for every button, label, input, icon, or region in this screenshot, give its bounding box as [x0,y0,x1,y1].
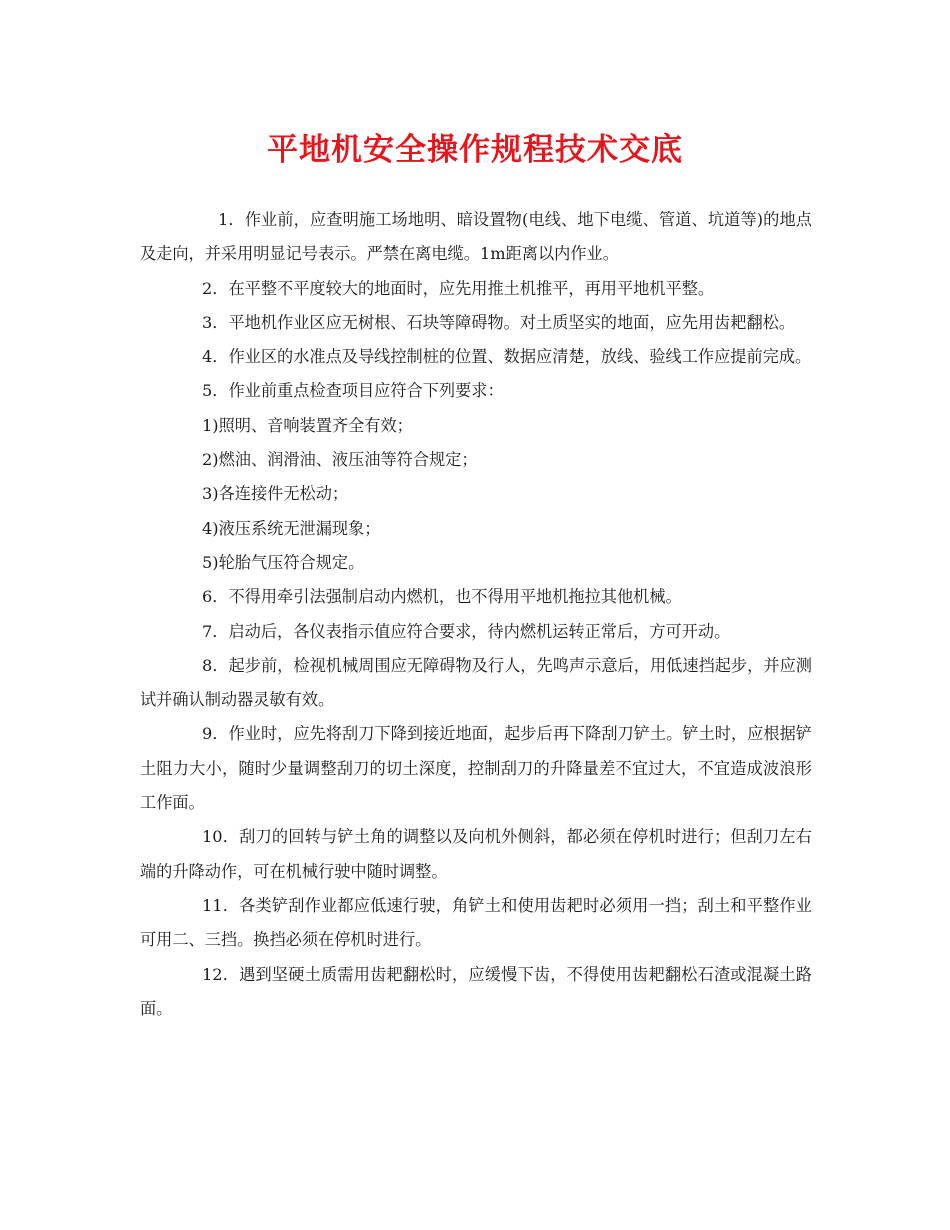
sub-item-2: 2)燃油、润滑油、液压油等符合规定； [202,450,478,470]
sub-item-3: 3)各连接件无松动； [202,484,349,504]
paragraph-item-4: 4．作业区的水准点及导线控制桩的位置、数据应清楚，放线、验线工作应提前完成。 [202,347,812,367]
paragraph-item-10: 10．刮刀的回转与铲土角的调整以及向机外侧斜，都必须在停机时进行；但刮刀左右端的升降动作，可在机械行驶中随时调整。 [140,827,812,881]
document-body [140,203,812,1026]
paragraph-item-9: 9．作业时，应先将刮刀下降到接近地面，起步后再下降刮刀铲土。铲土时，应根据铲土阻力大小，随时少量调整刮刀的切土深度，控制刮刀的升降量差不宜过大，不宜造成波浪形工作面。 [140,724,812,813]
document-title: 平地机安全操作规程技术交底 [267,132,683,168]
paragraph-item-1: 1．作业前，应查明施工场地明、暗设置物(电线、地下电缆、管道、坑道等)的地点及走向，并采用明显记号表示。严禁在离电缆。1m距离以内作业。 [140,210,812,264]
paragraph-item-5: 5．作业前重点检查项目应符合下列要求： [202,381,504,401]
sub-item-5: 5)轮胎气压符合规定。 [202,552,365,572]
paragraph-item-12: 12．遇到坚硬土质需用齿耙翻松时，应缓慢下齿，不得使用齿耙翻松石渣或混凝土路面。 [140,964,812,1018]
paragraph-item-11: 11．各类铲刮作业都应低速行驶，角铲土和使用齿耙时必须用一挡；刮土和平整作业可用二、三挡。换挡必须在停机时进行。 [140,895,812,950]
paragraph-item-7: 7．启动后，各仪表指示值应符合要求，待内燃机运转正常后，方可开动。 [202,621,731,641]
paragraph-item-8: 8．起步前，检视机械周围应无障碍物及行人，先鸣声示意后，用低速挡起步，并应测试并确认制动器灵敏有效。 [140,655,812,710]
paragraph-item-2: 2．在平整不平度较大的地面时，应先用推土机推平，再用平地机平整。 [202,278,715,298]
sub-item-1: 1)照明、音响装置齐全有效； [202,415,413,435]
paragraph-item-3: 3．平地机作业区应无树根、石块等障碍物。对土质坚实的地面，应先用齿耙翻松。 [202,312,796,332]
paragraph-item-6: 6．不得用牵引法强制启动内燃机，也不得用平地机拖拉其他机械。 [202,587,682,607]
sub-item-4: 4)液压系统无泄漏现象； [202,518,381,538]
